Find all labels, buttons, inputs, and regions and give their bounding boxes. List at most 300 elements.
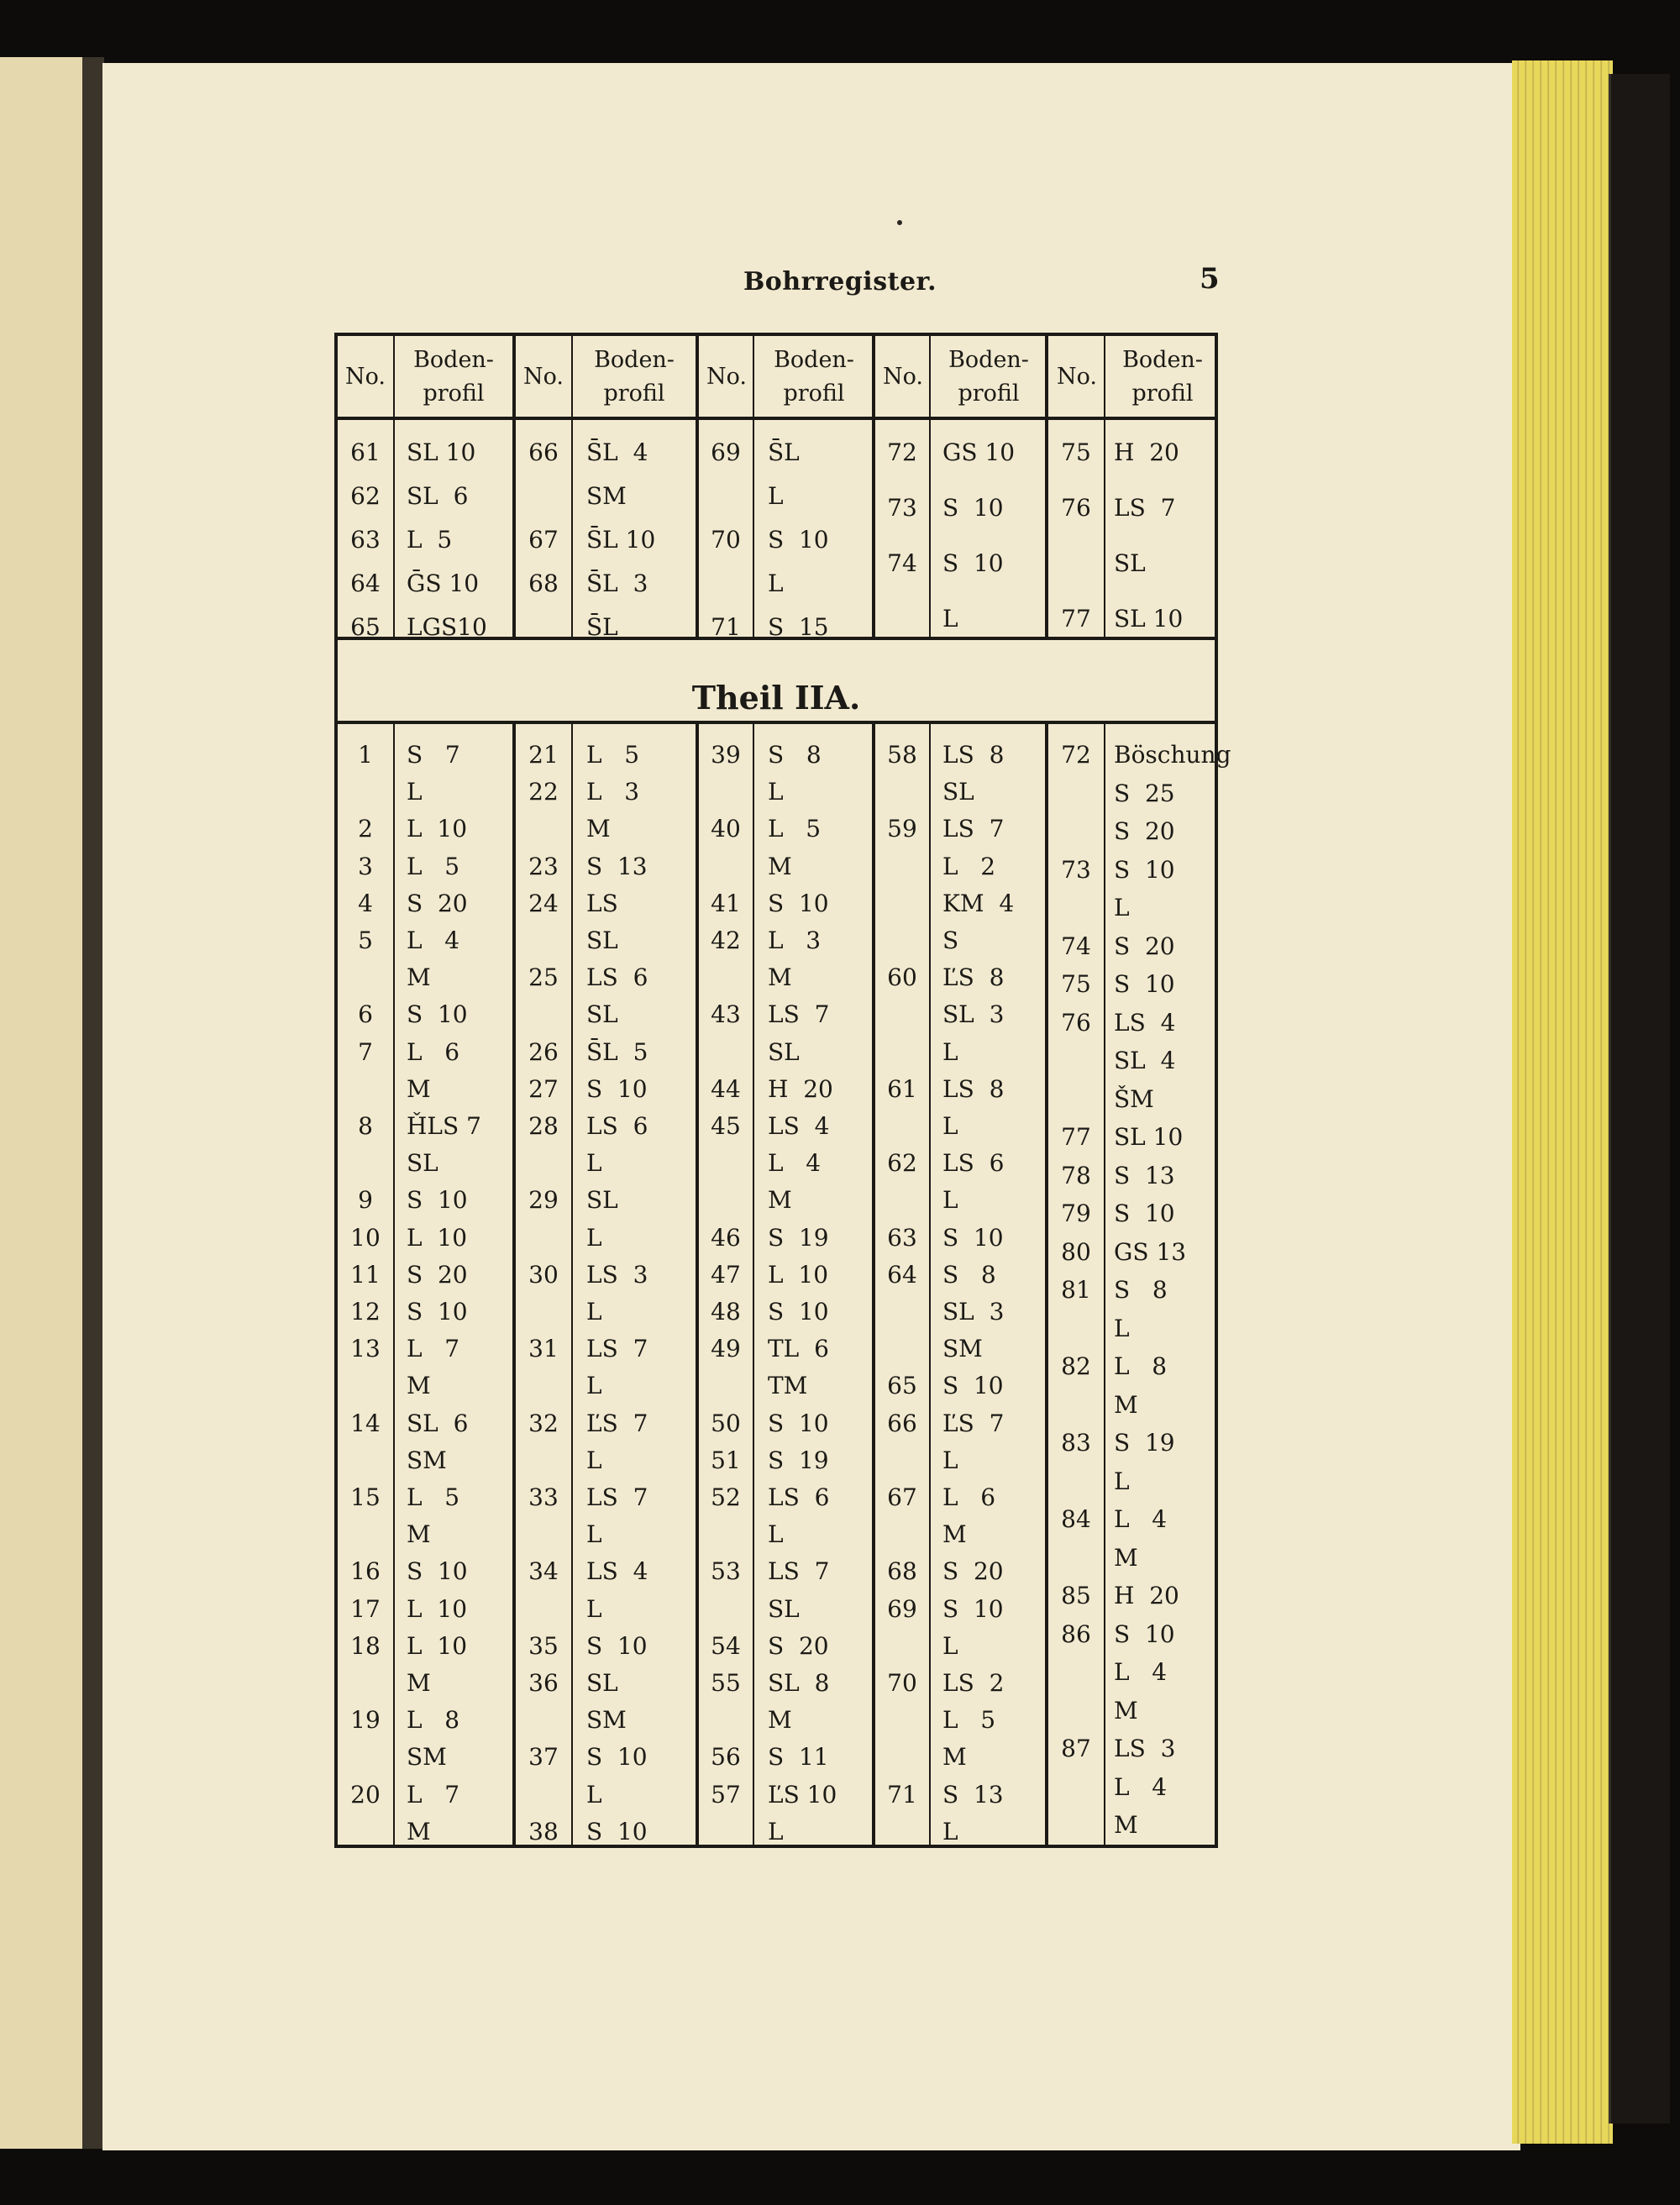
book-cover [1609,74,1670,2124]
entry-number: 20 [350,1780,381,1809]
entry-number: 74 [1061,932,1091,960]
soil-profile: M [407,1669,431,1697]
soil-profile: SM [407,1446,447,1474]
entry-number: 39 [711,741,741,769]
entry-number: 70 [887,1669,917,1697]
entry-number: 77 [1061,1123,1091,1151]
soil-profile: SL [1114,549,1146,577]
soil-profile: ŠM [1114,1084,1154,1113]
entry-number: 48 [711,1298,741,1326]
entry-number: 61 [350,438,381,466]
entry-number: 81 [1061,1276,1091,1304]
entry-number: 30 [528,1260,559,1289]
soil-profile: SL 10 [407,438,476,466]
entry-number: 72 [887,438,917,466]
entry-number: 45 [711,1112,741,1140]
col-divider [696,336,699,637]
entry-number: 75 [1061,438,1091,466]
soil-profile: LS 3 [586,1260,648,1289]
entry-number: 18 [350,1631,381,1660]
entry-number: 4 [358,889,373,917]
soil-profile: LS 7 [1114,494,1176,522]
soil-profile: S 20 [1114,817,1175,845]
soil-profile: SL 10 [1114,605,1184,633]
soil-profile: L 3 [586,778,640,806]
soil-profile: S 10 [407,1557,468,1586]
entry-number: 27 [528,1074,559,1103]
entry-number: 29 [528,1186,559,1215]
soil-profile: S 10 [768,526,829,554]
entry-number: 11 [350,1260,381,1289]
soil-profile: M [407,1817,431,1845]
entry-number: 65 [887,1372,917,1400]
header-profile-5: Boden- profil [1122,347,1203,407]
soil-profile: L [768,482,784,510]
soil-profile: SM [407,1743,447,1772]
soil-profile: SL [942,778,974,806]
soil-profile: SL [586,1186,618,1215]
soil-profile: S [942,927,959,954]
soil-profile: L [586,1149,602,1178]
entry-number: 40 [711,815,741,843]
entry-number: 76 [1061,494,1091,522]
entry-number: 51 [711,1446,741,1474]
soil-profile: SL 6 [407,1409,469,1437]
soil-profile: L [1114,1467,1130,1495]
soil-profile: S 10 [407,1298,468,1326]
soil-profile: SM [586,482,627,510]
entry-number: 79 [1061,1200,1091,1227]
entry-number: 36 [528,1669,559,1697]
soil-profile: S 10 [586,1631,648,1660]
section-title: Theil IIA. [691,678,861,717]
soil-profile: S 10 [586,1074,648,1103]
soil-profile: L 7 [407,1335,460,1363]
soil-profile: L [586,1298,602,1326]
entry-number: 83 [1061,1429,1091,1457]
soil-profile: L 10 [407,1594,468,1623]
entry-number: 38 [528,1817,559,1845]
soil-profile: L [586,1594,602,1623]
col-divider [929,724,931,1846]
entry-number: 72 [1061,741,1091,769]
soil-profile: L 5 [407,852,460,880]
entry-number: 6 [358,1000,373,1029]
soil-profile: L [942,1112,958,1140]
soil-profile: M [942,1743,967,1772]
soil-profile: SL 10 [1114,1123,1184,1151]
soil-profile: ĽS 10 [768,1780,837,1809]
soil-profile: M [942,1520,967,1549]
soil-profile: S 10 [942,1223,1004,1252]
header-profile-4: Boden- profil [948,347,1029,407]
entry-number: 74 [887,549,917,577]
soil-profile: LS 7 [768,1000,830,1029]
col-divider [1104,724,1105,1846]
book-gutter [82,57,104,2149]
soil-profile: L 4 [407,927,460,954]
entry-number: 82 [1061,1352,1091,1380]
bore-register-table [334,333,1231,1848]
soil-profile: ĽS 8 [942,963,1005,992]
soil-profile: S 13 [1114,1161,1175,1189]
soil-profile: L [942,1446,958,1474]
soil-profile: L [407,778,423,806]
col-divider [393,724,395,1846]
entry-number: 35 [528,1631,559,1660]
entry-number: 52 [711,1483,741,1511]
soil-profile: L 4 [768,1149,822,1178]
soil-profile: SL 3 [942,1000,1005,1029]
entry-number: 44 [711,1074,741,1103]
header-no-5: No. [1057,364,1097,390]
col-divider [1104,336,1105,637]
entry-number: 54 [711,1631,741,1660]
soil-profile: S 10 [768,889,829,917]
entry-number: 77 [1061,605,1091,633]
soil-profile: SL 6 [407,482,469,510]
entry-number: 67 [887,1483,917,1511]
col-divider [393,336,395,637]
entry-number: 57 [711,1780,741,1809]
entry-number: 87 [1061,1735,1091,1762]
entry-number: 69 [711,438,741,466]
entry-number: 75 [1061,970,1091,998]
entry-number: 73 [887,494,917,522]
soil-profile: SL [586,1000,618,1029]
soil-profile: M [768,963,792,992]
soil-profile: S̄L [586,613,618,641]
soil-profile: LS 7 [586,1483,648,1511]
soil-profile: SL 3 [942,1298,1005,1326]
soil-profile: L [942,1817,958,1845]
soil-profile: S 10 [768,1409,829,1437]
soil-profile: L 7 [407,1780,460,1809]
entry-number: 37 [528,1743,559,1772]
entry-number: 26 [528,1037,559,1066]
soil-profile: SM [586,1706,627,1735]
col-divider [753,724,754,1846]
soil-profile: L [942,1037,958,1066]
entry-number: 9 [358,1186,373,1215]
soil-profile: SL [407,1149,438,1178]
entry-number: 63 [350,526,381,554]
soil-profile: S 10 [942,549,1004,577]
entry-number: 71 [887,1780,917,1809]
soil-profile: M [407,963,431,992]
soil-profile: ĽS 7 [942,1409,1005,1437]
entry-number: 32 [528,1409,559,1437]
entry-number: 16 [350,1557,381,1586]
soil-profile: L 3 [768,927,822,954]
soil-profile: L [1114,1314,1130,1342]
soil-profile: S 10 [768,1298,829,1326]
header-profile-2: Boden- profil [594,347,675,407]
entry-number: 76 [1061,1008,1091,1037]
soil-profile: SL 4 [1114,1047,1176,1074]
entry-number: 64 [350,570,381,597]
soil-profile: H 20 [1114,438,1179,466]
soil-profile: S̄L [768,438,800,466]
header-rule [338,417,1215,420]
header-profile-3: Boden- profil [774,347,854,407]
soil-profile: S 11 [768,1743,829,1772]
entry-number: 58 [887,741,917,769]
entry-number: 66 [528,438,559,466]
entry-number: 23 [528,852,559,880]
soil-profile: SL [586,927,618,954]
soil-profile: S 10 [1114,1620,1175,1648]
soil-profile: ȞLS 7 [407,1112,481,1140]
entry-number: 15 [350,1483,381,1511]
entry-number: 65 [350,613,381,641]
soil-profile: S 20 [942,1557,1004,1586]
soil-profile: S 10 [1114,970,1175,998]
soil-profile: KM 4 [942,889,1015,917]
soil-profile: LS 4 [768,1112,830,1140]
ink-speck [897,220,902,225]
soil-profile: M [1114,1390,1138,1419]
soil-profile: S 13 [942,1780,1004,1809]
entry-number: 68 [887,1557,917,1586]
entry-number: 67 [528,526,559,554]
soil-profile: L 5 [586,741,640,769]
soil-profile: L 5 [768,815,822,843]
soil-profile: LS 6 [586,1112,648,1140]
soil-profile: LS 8 [942,1074,1005,1103]
entry-number: 66 [887,1409,917,1437]
entry-number: 50 [711,1409,741,1437]
header-no-2: No. [523,364,564,390]
soil-profile: L 4 [1114,1772,1168,1801]
entry-number: 59 [887,815,917,843]
soil-profile: M [407,1074,431,1103]
soil-profile: LS 7 [768,1557,830,1586]
soil-profile: TL 6 [768,1335,829,1363]
soil-profile: SL [586,1669,618,1697]
soil-profile: S 10 [407,1186,468,1215]
soil-profile: SL [768,1037,800,1066]
soil-profile: H 20 [1114,1582,1179,1609]
col-divider [753,336,754,637]
entry-number: 68 [528,570,559,597]
soil-profile: S̄L 5 [586,1037,648,1066]
entry-number: 63 [887,1223,917,1252]
entry-number: 78 [1061,1161,1091,1189]
entry-number: 8 [358,1112,373,1140]
entry-number: 1 [358,741,373,769]
entry-number: 46 [711,1223,741,1252]
soil-profile: LS 3 [1114,1735,1176,1762]
entry-number: 31 [528,1335,559,1363]
soil-profile: L [586,1520,602,1549]
soil-profile: M [1114,1811,1138,1839]
col-divider [929,336,931,637]
soil-profile: S 19 [768,1223,829,1252]
soil-profile: L 5 [942,1706,996,1735]
soil-profile: M [407,1372,431,1400]
entry-number: 69 [887,1594,917,1623]
soil-profile: S 10 [586,1817,648,1845]
soil-profile: L [586,1372,602,1400]
entry-number: 13 [350,1335,381,1363]
soil-profile: S̄L 4 [586,438,648,466]
entry-number: 33 [528,1483,559,1511]
soil-profile: S 8 [1114,1276,1168,1304]
soil-profile: LS 4 [586,1557,648,1586]
entry-number: 73 [1061,855,1091,884]
soil-profile: LS 7 [942,815,1005,843]
entry-number: 62 [887,1149,917,1178]
col-divider [872,336,875,637]
entry-number: 7 [358,1037,373,1066]
soil-profile: S 20 [407,1260,468,1289]
soil-profile: S 8 [942,1260,996,1289]
soil-profile: S 10 [1114,1200,1175,1227]
entry-number: 86 [1061,1620,1091,1648]
soil-profile: S 15 [768,613,829,641]
entry-number: 17 [350,1594,381,1623]
soil-profile: M [768,1706,792,1735]
soil-profile: L 5 [407,1483,460,1511]
soil-profile: S 7 [407,741,460,769]
entry-number: 42 [711,927,741,954]
entry-number: 70 [711,526,741,554]
entry-number: 80 [1061,1237,1091,1266]
soil-profile: SM [942,1335,983,1363]
soil-profile: L [768,570,784,597]
soil-profile: Böschung [1114,741,1231,769]
soil-profile: L 10 [768,1260,829,1289]
soil-profile: ĽS 7 [586,1409,648,1437]
entry-number: 64 [887,1260,917,1289]
soil-profile: L [586,1780,602,1809]
entry-number: 71 [711,613,741,641]
entry-number: 61 [887,1074,917,1103]
soil-profile: L 2 [942,852,996,880]
soil-profile: S 10 [942,494,1004,522]
entry-number: 34 [528,1557,559,1586]
soil-profile: GS 13 [1114,1237,1187,1266]
entry-number: 22 [528,778,559,806]
entry-number: 43 [711,1000,741,1029]
soil-profile: L [1114,894,1130,921]
entry-number: 41 [711,889,741,917]
soil-profile: LS 6 [942,1149,1005,1178]
soil-profile: S 10 [942,1372,1004,1400]
header-no-3: No. [706,364,747,390]
soil-profile: L [942,1631,958,1660]
soil-profile: L [942,605,958,633]
soil-profile: S 25 [1114,779,1175,807]
soil-profile: L [586,1446,602,1474]
running-head: Bohrregister. [743,267,937,297]
soil-profile: L 6 [942,1483,996,1511]
soil-profile: LS 7 [586,1335,648,1363]
entry-number: 19 [350,1706,381,1735]
soil-profile: L [768,1520,784,1549]
header-profile-1: Boden- profil [413,347,494,407]
soil-profile: M [1114,1543,1138,1572]
soil-profile: S 19 [768,1446,829,1474]
entry-number: 47 [711,1260,741,1289]
soil-profile: L 4 [1114,1505,1168,1533]
soil-profile: S 8 [768,741,822,769]
entry-number: 62 [350,482,381,510]
soil-profile: L 5 [407,526,453,554]
soil-profile: L [768,1817,784,1845]
soil-profile: L 8 [1114,1352,1168,1380]
entry-number: 85 [1061,1582,1091,1609]
soil-profile: S 20 [1114,932,1175,960]
soil-profile: TM [768,1372,808,1400]
section-rule-bottom [338,721,1215,724]
header-no-4: No. [883,364,923,390]
soil-profile: LS 6 [586,963,648,992]
soil-profile: M [768,1186,792,1215]
entry-number: 12 [350,1298,381,1326]
soil-profile: LS [586,889,618,917]
soil-profile: L [768,778,784,806]
soil-profile: LGS10 [407,613,487,641]
col-divider [1045,336,1048,637]
soil-profile: LS 4 [1114,1008,1176,1037]
soil-profile: S 10 [1114,855,1175,884]
soil-profile: M [1114,1696,1138,1725]
soil-profile: SL [768,1594,800,1623]
soil-profile: L 8 [407,1706,460,1735]
entry-number: 5 [358,927,373,954]
page-edges [1512,60,1613,2144]
soil-profile: S̄L 10 [586,526,656,554]
entry-number: 56 [711,1743,741,1772]
entry-number: 24 [528,889,559,917]
header-no-1: No. [345,364,386,390]
soil-profile: L [586,1223,602,1252]
entry-number: 3 [358,852,373,880]
soil-profile: L 10 [407,1631,468,1660]
soil-profile: S 10 [586,1743,648,1772]
soil-profile: L 10 [407,815,468,843]
entry-number: 84 [1061,1505,1091,1533]
soil-profile: H 20 [768,1074,833,1103]
col-divider [571,724,573,1846]
soil-profile: L 4 [1114,1658,1168,1686]
soil-profile: L 10 [407,1223,468,1252]
soil-profile: GS 10 [942,438,1016,466]
soil-profile: S 20 [768,1631,829,1660]
soil-profile: S 13 [586,852,648,880]
soil-profile: LS 6 [768,1483,830,1511]
soil-profile: S 10 [942,1594,1004,1623]
entry-number: 28 [528,1112,559,1140]
entry-number: 49 [711,1335,741,1363]
col-divider [571,336,573,637]
soil-profile: LS 8 [942,741,1005,769]
entry-number: 53 [711,1557,741,1586]
entry-number: 2 [358,815,373,843]
page-number: 5 [1200,262,1220,296]
soil-profile: L 6 [407,1037,460,1066]
soil-profile: SL 8 [768,1669,830,1697]
entry-number: 14 [350,1409,381,1437]
soil-profile: S 20 [407,889,468,917]
soil-profile: LS 2 [942,1669,1005,1697]
soil-profile: M [407,1520,431,1549]
soil-profile: L [942,1186,958,1215]
entry-number: 10 [350,1223,381,1252]
soil-profile: M [586,815,611,843]
